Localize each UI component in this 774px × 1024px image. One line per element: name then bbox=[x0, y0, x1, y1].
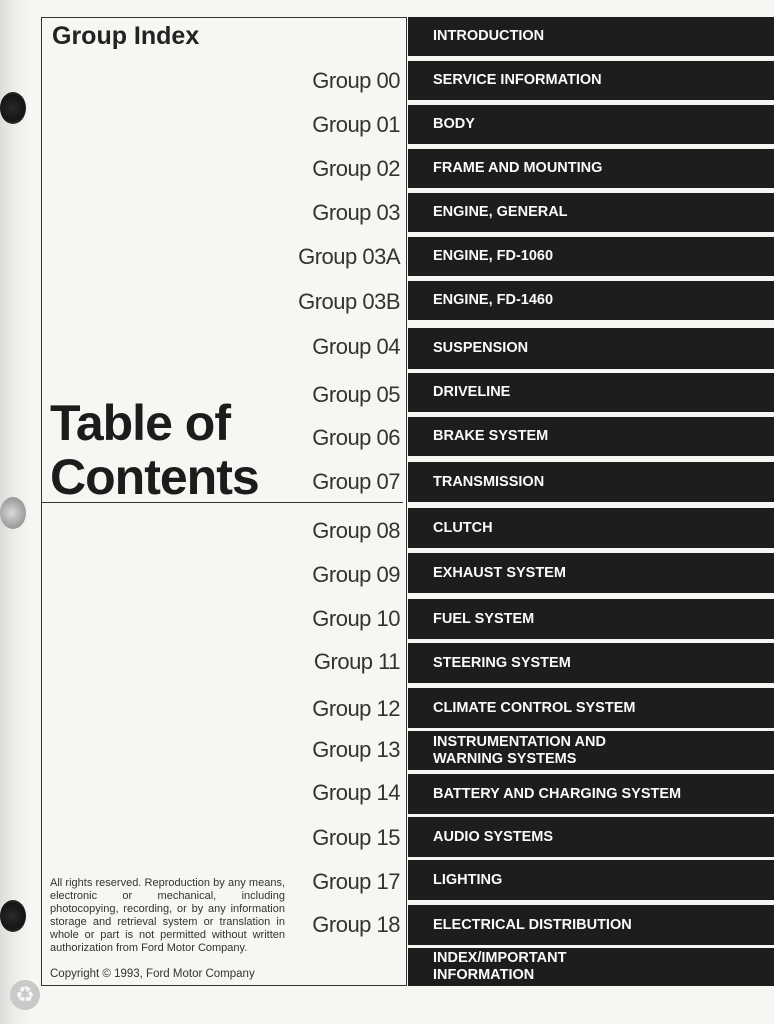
tab-label: ENGINE, FD-1060 bbox=[433, 248, 554, 264]
tab-engine-fd-1060[interactable] bbox=[408, 237, 774, 276]
group-label: Group 18 bbox=[312, 912, 400, 937]
tab-label bbox=[433, 734, 606, 768]
group-label: Group 17 bbox=[312, 869, 400, 894]
tab-label-line: INFORMATION bbox=[433, 967, 535, 983]
tab-label: CLUTCH bbox=[433, 519, 493, 536]
tab-electrical-distribution[interactable] bbox=[408, 905, 774, 945]
group-label: Group 03 bbox=[312, 200, 400, 225]
group-label: Group 03B bbox=[298, 289, 400, 314]
tab-label: ENGINE, GENERAL bbox=[433, 204, 568, 220]
tab-engine-fd-1460[interactable] bbox=[408, 281, 774, 320]
tab-label: CLIMATE CONTROL SYSTEM bbox=[433, 699, 636, 716]
tab-label: SUSPENSION bbox=[433, 340, 529, 356]
group-label: Group 06 bbox=[312, 425, 400, 450]
tab-label: ENGINE, FD-1460 bbox=[433, 292, 554, 308]
group-label: Group 14 bbox=[312, 780, 400, 805]
binder-hole bbox=[0, 900, 26, 932]
tab-label: BRAKE SYSTEM bbox=[433, 428, 549, 444]
tab-label: DRIVELINE bbox=[433, 384, 511, 400]
frame-line bbox=[41, 17, 407, 18]
frame-line bbox=[406, 17, 407, 986]
tab-battery-and-charging-system[interactable] bbox=[408, 774, 774, 814]
tab-engine-general[interactable] bbox=[408, 193, 774, 232]
tab-introduction[interactable] bbox=[408, 17, 774, 56]
binder-hole bbox=[0, 497, 26, 529]
cover-title-line: Table of bbox=[50, 395, 230, 451]
cover-title bbox=[50, 396, 259, 504]
group-label: Group 03A bbox=[298, 244, 400, 269]
tab-index-important-information[interactable] bbox=[408, 948, 774, 986]
tab-label bbox=[433, 950, 566, 984]
tab-driveline[interactable] bbox=[408, 373, 774, 412]
tab-audio-systems[interactable] bbox=[408, 817, 774, 857]
tab-label: TRANSMISSION bbox=[433, 473, 545, 490]
tab-label-line: INSTRUMENTATION AND bbox=[433, 733, 606, 750]
group-label: Group 12 bbox=[312, 696, 400, 721]
tab-label: STEERING SYSTEM bbox=[433, 654, 571, 671]
page-heading: Group Index bbox=[52, 22, 200, 50]
tab-label: BATTERY AND CHARGING SYSTEM bbox=[433, 785, 682, 802]
tab-transmission[interactable] bbox=[408, 462, 774, 502]
tab-label: ELECTRICAL DISTRIBUTION bbox=[433, 916, 632, 933]
tab-service-information[interactable] bbox=[408, 61, 774, 100]
tab-label: INTRODUCTION bbox=[433, 28, 545, 44]
cover-title-line: Contents bbox=[50, 449, 259, 505]
tab-exhaust-system[interactable] bbox=[408, 553, 774, 593]
tab-label: EXHAUST SYSTEM bbox=[433, 564, 566, 581]
group-label: Group 07 bbox=[312, 469, 400, 494]
group-label: Group 02 bbox=[312, 156, 400, 181]
tab-steering-system[interactable] bbox=[408, 643, 774, 683]
tab-climate-control-system[interactable] bbox=[408, 688, 774, 728]
tab-instrumentation-and-warning-systems[interactable] bbox=[408, 731, 774, 770]
tab-lighting[interactable] bbox=[408, 860, 774, 900]
tab-label-line: WARNING SYSTEMS bbox=[433, 750, 577, 767]
tab-label: FRAME AND MOUNTING bbox=[433, 160, 603, 176]
tab-label: FUEL SYSTEM bbox=[433, 610, 535, 627]
tab-body[interactable] bbox=[408, 105, 774, 144]
group-label: Group 08 bbox=[312, 518, 400, 543]
binder-hole bbox=[0, 92, 26, 124]
copyright-line: Copyright © 1993, Ford Motor Company bbox=[50, 968, 255, 980]
tab-label: SERVICE INFORMATION bbox=[433, 72, 602, 88]
tab-clutch[interactable] bbox=[408, 508, 774, 548]
group-label: Group 09 bbox=[312, 562, 400, 587]
tab-brake-system[interactable] bbox=[408, 417, 774, 456]
tab-fuel-system[interactable] bbox=[408, 599, 774, 639]
group-label: Group 13 bbox=[312, 737, 400, 762]
group-label: Group 05 bbox=[312, 382, 400, 407]
tab-label-line: INDEX/IMPORTANT bbox=[433, 950, 567, 966]
recycle-icon: ♻ bbox=[10, 980, 40, 1010]
tab-label: LIGHTING bbox=[433, 871, 503, 888]
group-label: Group 11 bbox=[313, 649, 400, 674]
tab-frame-and-mounting[interactable] bbox=[408, 149, 774, 188]
tab-label: BODY bbox=[433, 116, 475, 132]
group-label: Group 00 bbox=[312, 68, 400, 93]
frame-line bbox=[41, 985, 407, 986]
tab-suspension[interactable] bbox=[408, 328, 774, 369]
tab-label: AUDIO SYSTEMS bbox=[433, 828, 554, 845]
group-label: Group 15 bbox=[312, 825, 400, 850]
group-label: Group 04 bbox=[312, 334, 400, 359]
rights-notice: All rights reserved. Reproduction by any means, electronic or mechanical, including photocopying, recording, or by any information storage and retrieval system or translation in whole or part is not permitted without written authorization from Ford Motor Company. bbox=[50, 877, 285, 954]
group-label: Group 10 bbox=[312, 606, 400, 631]
group-label: Group 01 bbox=[312, 112, 400, 137]
